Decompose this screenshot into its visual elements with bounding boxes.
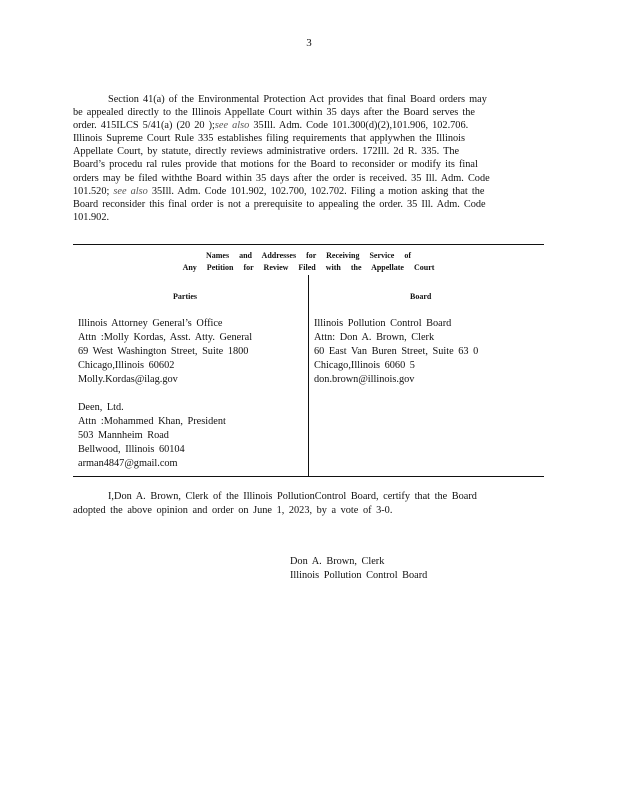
address-line: Chicago,Illinois 6060 5 [314, 360, 415, 371]
signature-name: Don A. Brown, Clerk [290, 556, 385, 567]
paragraph-line: be appealed directly to the Illinois Appellate Court within 35 days after the Board serves the [73, 107, 475, 119]
paragraph-line: Board reconsider this final order is not a prerequisite to appealing the order. 35 Ill. Adm. Code [73, 198, 486, 210]
paragraph-line: Board’s procedu ral rules provide that motions for the Board to reconsider or modify its final [73, 159, 478, 171]
party-address-deen [78, 401, 226, 471]
signature-block [290, 555, 427, 582]
address-line: 503 Mannheim Road [78, 430, 169, 441]
paragraph-fragment: 101.520; [73, 185, 110, 197]
see-also-italic: see also [214, 120, 250, 132]
address-line: 69 West Washington Street, Suite 1800 [78, 346, 249, 357]
email-address: Molly.Kordas@ilag.gov [78, 374, 178, 385]
paragraph-line [73, 185, 531, 198]
paragraph-line: Appellate Court, by statute, directly reviews administrative orders. 172Ill. 2d R. 335. The [73, 146, 460, 158]
paragraph-line: orders may be filed withthe Board within 35 days after the order is received. 35 Ill. Adm. Code [73, 172, 490, 184]
paragraph-fragment: order. 415ILCS 5/41(a) (20 20 ); [73, 120, 215, 132]
certification-line: adopted the above opinion and order on June 1, 2023, by a vote of 3-0. [73, 504, 393, 516]
address-line: Attn :Mohammed Khan, President [78, 416, 226, 427]
service-address-table [73, 244, 544, 477]
see-also-italic: see also [113, 185, 148, 197]
address-line: Illinois Pollution Control Board [314, 318, 452, 329]
address-line: Bellwood, Illinois 60104 [78, 444, 185, 455]
paragraph-line [73, 119, 531, 132]
address-line: Attn: Don A. Brown, Clerk [314, 332, 435, 343]
paragraph-fragment: 35Ill. Adm. Code 101.300(d)(2),101.906, 102.706. [253, 120, 469, 132]
board-address [314, 317, 478, 387]
paragraph-line: Section 41(a) of the Environmental Protection Act provides that final Board orders may [108, 94, 487, 105]
email-address: arman4847@gmail.com [78, 458, 178, 469]
table-header [73, 250, 544, 273]
board-column-title: Board [410, 292, 432, 301]
certification-line: I,Don A. Brown, Clerk of the Illinois PollutionControl Board, certify that the Board [108, 491, 477, 502]
party-address-attorney-general [78, 317, 252, 387]
column-divider [308, 275, 309, 476]
paragraph-fragment: 35Ill. Adm. Code 101.902, 102.700, 102.702. Filing a motion asking that the [151, 185, 485, 197]
page-number: 3 [306, 37, 312, 49]
table-header-line: Names and Addresses for Receiving Service of [205, 251, 412, 260]
table-header-line: Any Petition for Review Filed with the Appellate Court [182, 262, 435, 272]
email-address: don.brown@illinois.gov [314, 374, 415, 385]
address-line: Illinois Attorney General’s Office [78, 318, 223, 329]
address-line: Attn :Molly Kordas, Asst. Atty. General [78, 332, 253, 343]
parties-column-title: Parties [173, 292, 197, 301]
address-line: Chicago,Illinois 60602 [78, 360, 175, 371]
address-line: Deen, Ltd. [78, 402, 124, 413]
paragraph-line: Illinois Supreme Court Rule 335 establishes filing requirements that applywhen the Illinois [73, 133, 465, 145]
address-line: 60 East Van Buren Street, Suite 63 0 [314, 346, 479, 357]
clerk-certification [73, 490, 531, 517]
appeal-paragraph [73, 93, 531, 224]
signature-organization: Illinois Pollution Control Board [290, 569, 428, 581]
paragraph-line: 101.902. [73, 211, 110, 223]
